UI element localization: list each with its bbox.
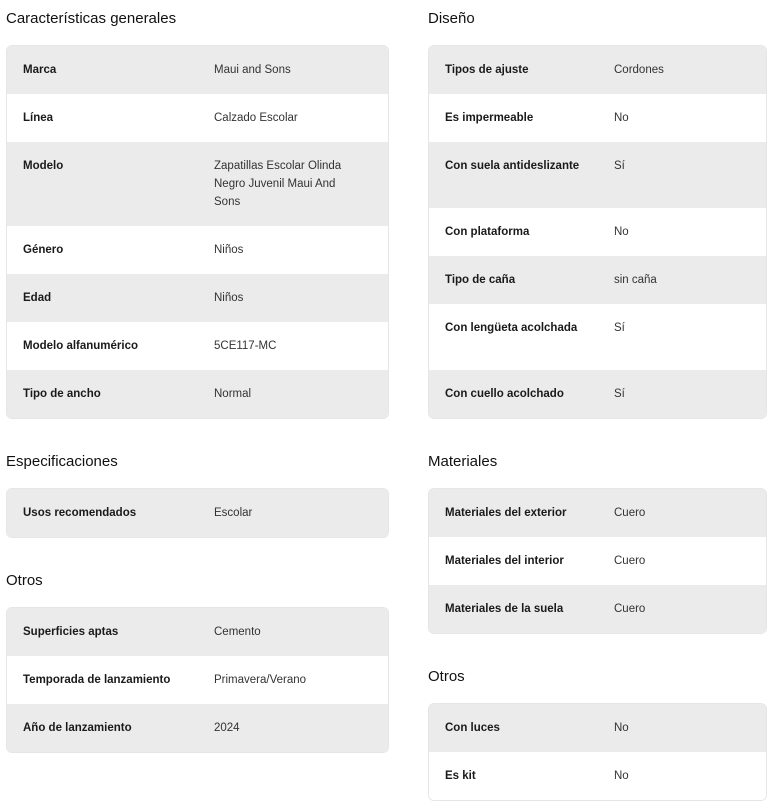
- table-row: [7, 656, 388, 704]
- row-key: Modelo: [23, 160, 64, 172]
- table-row: [429, 142, 766, 208]
- table-row: [7, 608, 388, 656]
- row-value: Normal: [214, 388, 252, 400]
- row-value: Zapatillas Escolar Olinda Negro Juvenil Maui And Sons: [214, 160, 342, 208]
- row-value: Maui and Sons: [214, 64, 291, 76]
- row-value: 5CE117-MC: [214, 340, 277, 352]
- row-value: 2024: [214, 722, 240, 734]
- table-row: [7, 704, 388, 752]
- row-key: Línea: [23, 112, 54, 124]
- row-key: Año de lanzamiento: [23, 722, 132, 734]
- row-key: Con lengüeta acolchada: [445, 322, 578, 334]
- row-key: Con plataforma: [445, 226, 530, 238]
- table-otros-left: [6, 607, 389, 753]
- section-title-materiales: Materiales: [428, 453, 498, 470]
- row-value: Niños: [214, 244, 244, 256]
- row-key: Tipo de caña: [445, 274, 516, 286]
- row-key: Con luces: [445, 722, 500, 734]
- section-title-caracteristicas-generales: Características generales: [6, 10, 177, 27]
- section-title-diseno: Diseño: [428, 10, 475, 27]
- row-value: Cordones: [614, 64, 664, 76]
- row-key: Género: [23, 244, 64, 256]
- row-value: Sí: [614, 160, 625, 172]
- row-key: Con cuello acolchado: [445, 388, 564, 400]
- table-row: [7, 94, 388, 142]
- row-key: Materiales del exterior: [445, 507, 567, 519]
- row-key: Tipo de ancho: [23, 388, 101, 400]
- row-value: Cemento: [214, 626, 261, 638]
- row-key: Marca: [23, 64, 57, 76]
- row-value: No: [614, 770, 629, 782]
- row-value: No: [614, 722, 629, 734]
- row-key: Con suela antideslizante: [445, 160, 580, 172]
- table-especificaciones: [6, 488, 389, 538]
- row-value: Primavera/Verano: [214, 674, 307, 686]
- table-row: [429, 46, 766, 94]
- table-row: [429, 489, 766, 537]
- row-key: Temporada de lanzamiento: [23, 674, 171, 686]
- row-value: Calzado Escolar: [214, 112, 298, 124]
- row-key: Es impermeable: [445, 112, 534, 124]
- table-caracteristicas-generales: [6, 45, 389, 419]
- table-row: [429, 704, 766, 752]
- table-diseno: [428, 45, 767, 419]
- table-otros-right: [428, 703, 767, 801]
- table-row: [429, 585, 766, 633]
- table-row: [429, 370, 766, 418]
- table-materiales: [428, 488, 767, 634]
- row-key: Materiales de la suela: [445, 603, 564, 615]
- row-value: No: [614, 226, 629, 238]
- row-value: No: [614, 112, 629, 124]
- row-key: Superficies aptas: [23, 626, 119, 638]
- table-row: [7, 46, 388, 94]
- row-value: Niños: [214, 292, 244, 304]
- row-value: Cuero: [614, 507, 646, 519]
- table-row: [7, 322, 388, 370]
- table-row: [429, 208, 766, 256]
- section-title-otros-right: Otros: [428, 668, 465, 685]
- table-row: [7, 370, 388, 418]
- row-key: Tipos de ajuste: [445, 64, 529, 76]
- table-row: [429, 94, 766, 142]
- table-row: [7, 142, 388, 226]
- table-row: [7, 226, 388, 274]
- row-key: Es kit: [445, 770, 476, 782]
- row-key: Modelo alfanumérico: [23, 340, 139, 352]
- section-title-especificaciones: Especificaciones: [6, 453, 118, 470]
- row-value: Sí: [614, 388, 625, 400]
- row-value: Sí: [614, 322, 625, 334]
- row-value: Cuero: [614, 603, 646, 615]
- table-row: [7, 489, 388, 537]
- table-row: [429, 304, 766, 370]
- row-value: Escolar: [214, 507, 253, 519]
- table-row: [429, 752, 766, 800]
- table-row: [429, 537, 766, 585]
- section-title-otros-left: Otros: [6, 572, 43, 589]
- table-row: [7, 274, 388, 322]
- row-key: Usos recomendados: [23, 507, 137, 519]
- row-key: Edad: [23, 292, 52, 304]
- table-row: [429, 256, 766, 304]
- row-value: Cuero: [614, 555, 646, 567]
- row-value: sin caña: [614, 274, 657, 286]
- row-key: Materiales del interior: [445, 555, 564, 567]
